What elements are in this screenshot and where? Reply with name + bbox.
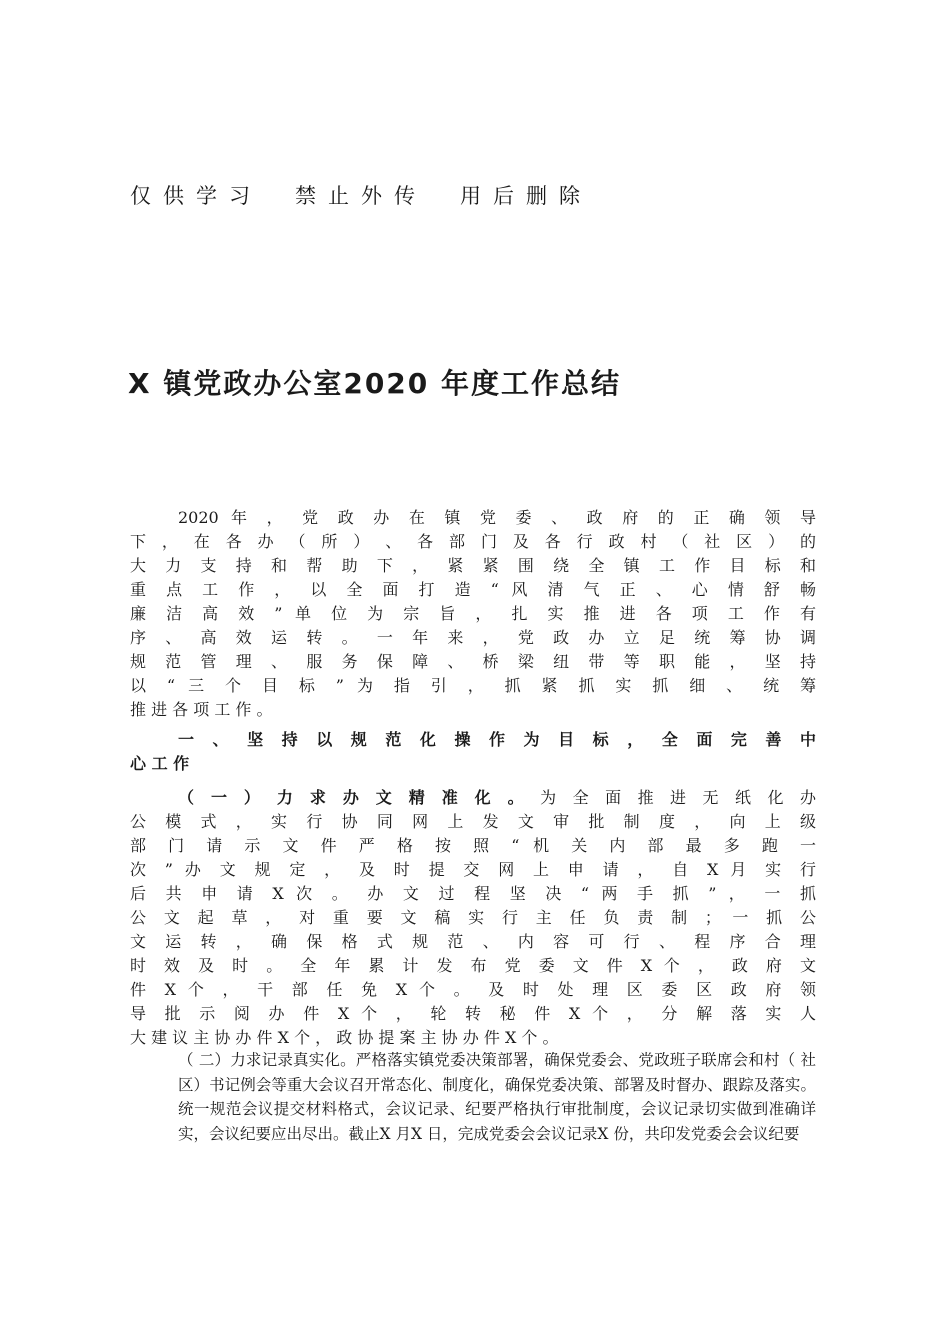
paragraph-line: 下 ， 在 各 办 （ 所 ） 、 各 部 门 及 各 行 政 村 （ 社 区 ） 的: [130, 532, 816, 551]
paragraph-line: 后 共 申 请 X 次 。 办 文 过 程 坚 决 “ 两 手 抓 ” ， 一 抓: [130, 884, 816, 903]
paragraph-line: 部 门 请 示 文 件 严 格 按 照 “ 机 关 内 部 最 多 跑 一: [130, 836, 816, 855]
paragraph-line: 规 范 管 理 、 服 务 保 障 、 桥 梁 纽 带 等 职 能 ， 坚 持: [130, 652, 816, 671]
paragraph-line: 导 批 示 阅 办 件 X 个 ， 轮 转 秘 件 X 个 ， 分 解 落 实 人: [130, 1004, 816, 1023]
subsection-lead-rest: 为 全 面 推 进 无 纸 化 办: [540, 788, 816, 807]
paragraph-line: 时 效 及 时 。 全 年 累 计 发 布 党 委 文 件 X 个 ， 政 府 文: [130, 956, 816, 975]
paragraph-line: 大 建 议 主 协 办 件 X 个 ， 政 协 提 案 主 协 办 件 X 个 。: [130, 1028, 559, 1047]
paragraph-line: 次 ” 办 文 规 定 ， 及 时 提 交 网 上 申 请 ， 自 X 月 实 行: [130, 860, 816, 879]
heading-line: 一 、 坚 持 以 规 范 化 操 作 为 目 标 ， 全 面 完 善 中: [178, 730, 816, 749]
subsection-lead: （ 一 ） 力 求 办 文 精 准 化 。: [178, 788, 530, 807]
paragraph-line: 2020 年 ， 党 政 办 在 镇 党 委 、 政 府 的 正 确 领 导: [178, 508, 816, 527]
paragraph-line: 公 模 式 ， 实 行 协 同 网 上 发 文 审 批 制 度 ， 向 上 级: [130, 812, 816, 831]
usage-notice: 仅供学习 禁止外传 用后删除: [130, 184, 592, 208]
heading-line: 心 工 作: [130, 754, 190, 773]
paragraph-line: 序 、 高 效 运 转 。 一 年 来 ， 党 政 办 立 足 统 筹 协 调: [130, 628, 816, 647]
document-title: X 镇党政办公室2020 年度工作总结: [128, 367, 622, 400]
paragraph-line: 推 进 各 项 工 作 。: [130, 700, 273, 719]
paragraph-line: 以 “ 三 个 目 标 ” 为 指 引 ， 抓 紧 抓 实 抓 细 、 统 筹: [130, 676, 816, 695]
paragraph-line: 公 文 起 草 ， 对 重 要 文 稿 实 行 主 任 负 责 制 ； 一 抓 公: [130, 908, 816, 927]
paragraph-line: 重 点 工 作 ， 以 全 面 打 造 “ 风 清 气 正 、 心 情 舒 畅: [130, 580, 816, 599]
paragraph-line: 件 X 个 ， 干 部 任 免 X 个 。 及 时 处 理 区 委 区 政 府 领: [130, 980, 816, 999]
subsection-paragraph-1: [130, 786, 816, 1050]
paragraph-line: 廉 洁 高 效 ” 单 位 为 宗 旨 ， 扎 实 推 进 各 项 工 作 有: [130, 604, 816, 623]
intro-paragraph: [130, 506, 816, 722]
paragraph-line: [130, 786, 816, 810]
section-heading: [130, 728, 816, 776]
subsection-paragraph-2: （ 二）力求记录真实化。严格落实镇党委决策部署，确保党委会、党政班子联席会和村（ 社区）书记例会等重大会议召开常态化、制度化，确保党委决策、部署及时督办、跟踪及落实。统一规范会议提交材料格式，会议记录、纪要严格执行审批制度，会议记录切实做到准确详实，会议纪要应出尽出。截止X 月X 日，完成党委会会议记录X 份，共印发党委会会议纪要: [178, 1051, 816, 1143]
paragraph-line: 文 运 转 ， 确 保 格 式 规 范 、 内 容 可 行 、 程 序 合 理: [130, 932, 816, 951]
paragraph-line: 大 力 支 持 和 帮 助 下 ， 紧 紧 围 绕 全 镇 工 作 目 标 和: [130, 556, 816, 575]
